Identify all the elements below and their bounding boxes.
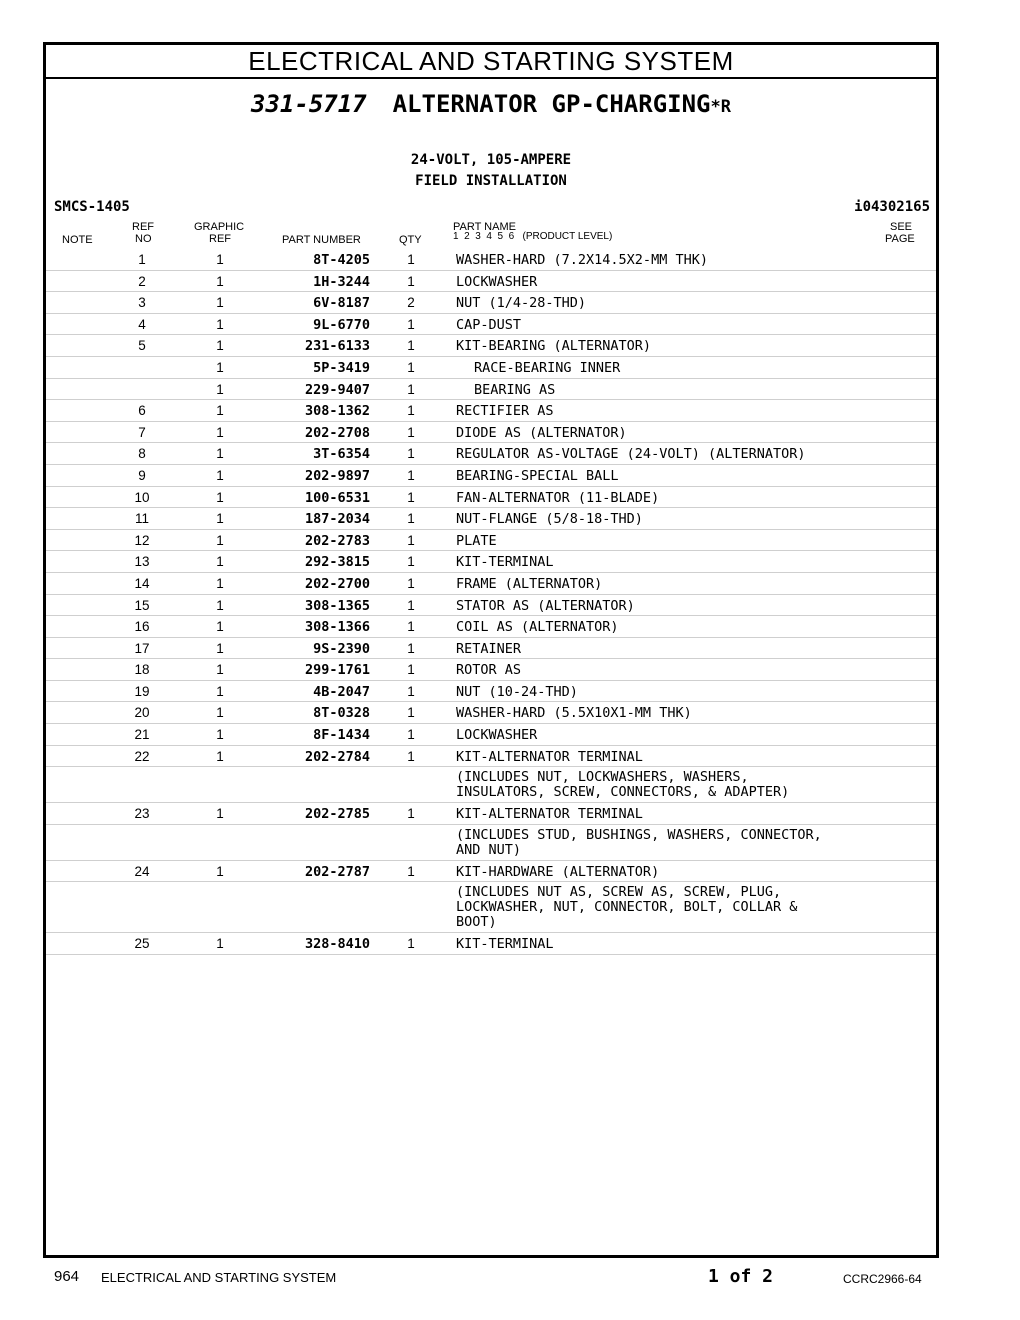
graphic-ref: 1 (216, 338, 224, 354)
part-number: 100-6531 (304, 489, 370, 506)
part-number: 202-2787 (304, 863, 370, 880)
part-name: FRAME (ALTERNATOR) (456, 575, 603, 592)
part-number: 202-2708 (304, 424, 370, 441)
part-row (46, 249, 936, 271)
graphic-ref: 1 (216, 424, 224, 440)
graphic-ref: 1 (216, 316, 224, 332)
graphic-ref: 1 (216, 683, 224, 699)
footer-page-of: 1 of 2 (708, 1266, 774, 1287)
part-number: 202-9897 (304, 467, 370, 484)
part-number: 231-6133 (304, 338, 370, 355)
graphic-ref: 1 (216, 446, 224, 462)
graphic-ref: 1 (216, 403, 224, 419)
part-row (46, 551, 936, 573)
part-number: 9S-2390 (313, 640, 370, 657)
part-name: KIT-ALTERNATOR TERMINAL (456, 806, 643, 823)
graphic-ref: 1 (216, 359, 224, 375)
footer-page-number: 964 (54, 1268, 80, 1285)
graphic-ref: 1 (216, 532, 224, 548)
graphic-ref: 1 (216, 619, 224, 635)
part-number: 8T-0328 (313, 705, 370, 722)
part-number: 229-9407 (304, 381, 370, 398)
group-subtitle-2: FIELD INSTALLATION (415, 173, 567, 189)
ref-number: 19 (134, 683, 150, 699)
part-number: 202-2700 (304, 575, 370, 592)
part-name: LOCKWASHER (456, 727, 538, 744)
part-number: 8T-4205 (313, 252, 370, 268)
col-note: NOTE (62, 234, 93, 246)
quantity: 1 (407, 316, 415, 332)
part-row (46, 335, 936, 357)
part-number: 202-2785 (304, 806, 370, 823)
ref-number: 2 (138, 273, 146, 289)
part-row (46, 803, 936, 825)
illustration-id: i04302165 (854, 199, 930, 215)
part-row (46, 573, 936, 595)
col-see-top: SEE (890, 221, 913, 233)
group-name: ALTERNATOR GP-CHARGING (392, 90, 711, 118)
graphic-ref: 1 (216, 662, 224, 678)
graphic-ref: 1 (216, 511, 224, 527)
quantity: 1 (407, 727, 415, 743)
ref-number: 7 (138, 424, 146, 440)
part-number: 308-1365 (304, 597, 370, 614)
quantity: 1 (407, 705, 415, 721)
col-graphic-top: GRAPHIC (194, 221, 245, 233)
quantity: 1 (407, 863, 415, 879)
quantity: 1 (407, 424, 415, 440)
part-note: (INCLUDES STUD, BUSHINGS, WASHERS, CONNECTOR, AND NUT) (456, 826, 822, 858)
col-ref-bottom: NO (135, 233, 152, 245)
ref-number: 12 (134, 532, 150, 548)
part-number: 3T-6354 (313, 446, 370, 463)
column-headers (46, 219, 936, 249)
quantity: 1 (407, 806, 415, 822)
col-graphic-bottom: REF (209, 233, 231, 245)
part-name: DIODE AS (ALTERNATOR) (456, 424, 627, 441)
part-name: ROTOR AS (456, 662, 522, 679)
ref-number: 10 (134, 489, 150, 505)
graphic-ref: 1 (216, 554, 224, 570)
part-name: KIT-TERMINAL (456, 936, 554, 953)
part-row (46, 616, 936, 638)
part-name: KIT-BEARING (ALTERNATOR) (456, 338, 652, 355)
page-footer (0, 1262, 1020, 1292)
ref-number: 6 (138, 403, 146, 419)
section-title: ELECTRICAL AND STARTING SYSTEM (46, 45, 936, 79)
quantity: 1 (407, 489, 415, 505)
graphic-ref: 1 (216, 806, 224, 822)
part-number: 292-3815 (304, 554, 370, 571)
quantity: 1 (407, 662, 415, 678)
ref-number: 13 (134, 554, 150, 570)
graphic-ref: 1 (216, 640, 224, 656)
footer-code: CCRC2966-64 (843, 1272, 922, 1286)
part-note-row (46, 882, 936, 933)
ref-number: 25 (134, 936, 150, 952)
part-name: NUT (1/4-28-THD) (456, 295, 587, 312)
smcs-code: SMCS-1405 (54, 199, 130, 215)
part-note: (INCLUDES NUT AS, SCREW AS, SCREW, PLUG, LOCKWASHER, NUT, CONNECTOR, BOLT, COLLAR & BOOT) (456, 884, 798, 931)
part-note: (INCLUDES NUT, LOCKWASHERS, WASHERS, INSULATORS, SCREW, CONNECTORS, & ADAPTER) (456, 769, 790, 801)
quantity: 1 (407, 338, 415, 354)
part-number: 328-8410 (304, 936, 370, 953)
ref-number: 18 (134, 662, 150, 678)
col-part-name: PART NAME (453, 221, 516, 233)
graphic-ref: 1 (216, 863, 224, 879)
col-ref-top: REF (132, 221, 154, 233)
part-name: KIT-ALTERNATOR TERMINAL (456, 748, 643, 765)
part-name: LOCKWASHER (456, 273, 538, 290)
ref-number: 14 (134, 575, 150, 591)
part-number: 202-2784 (304, 748, 370, 765)
part-number: 308-1366 (304, 619, 370, 636)
graphic-ref: 1 (216, 273, 224, 289)
ref-number: 21 (134, 727, 150, 743)
col-part-number: PART NUMBER (282, 234, 361, 246)
group-marker: *R (710, 97, 731, 117)
quantity: 1 (407, 359, 415, 375)
graphic-ref: 1 (216, 705, 224, 721)
part-name: KIT-TERMINAL (456, 554, 554, 571)
col-product-level: 1 2 3 4 5 6 (PRODUCT LEVEL) (453, 231, 613, 242)
ref-number: 9 (138, 467, 146, 483)
quantity: 1 (407, 467, 415, 483)
quantity: 1 (407, 511, 415, 527)
ref-number: 22 (134, 748, 150, 764)
parts-table (46, 249, 936, 955)
part-row (46, 400, 936, 422)
graphic-ref: 1 (216, 748, 224, 764)
part-name: STATOR AS (ALTERNATOR) (456, 597, 635, 614)
part-number: 202-2783 (304, 532, 370, 549)
footer-section: ELECTRICAL AND STARTING SYSTEM (101, 1270, 337, 1285)
part-row (46, 443, 936, 465)
part-row (46, 724, 936, 746)
part-name: RECTIFIER AS (456, 403, 554, 420)
part-name: REGULATOR AS-VOLTAGE (24-VOLT) (ALTERNATOR) (456, 446, 806, 463)
ref-number: 11 (134, 511, 149, 527)
part-row (46, 271, 936, 293)
part-number: 5P-3419 (313, 359, 370, 376)
ref-number: 3 (138, 295, 146, 311)
part-name: BEARING AS (474, 381, 556, 398)
group-number: 331-5717 (251, 90, 367, 118)
quantity: 1 (407, 252, 415, 267)
ref-number: 16 (134, 619, 150, 635)
quantity: 1 (407, 619, 415, 635)
part-row (46, 465, 936, 487)
part-number: 308-1362 (304, 403, 370, 420)
part-row (46, 933, 936, 955)
graphic-ref: 1 (216, 381, 224, 397)
part-number: 9L-6770 (313, 316, 370, 333)
quantity: 1 (407, 748, 415, 764)
ref-number: 5 (138, 338, 146, 354)
part-name: KIT-HARDWARE (ALTERNATOR) (456, 863, 660, 880)
part-note-row (46, 767, 936, 803)
part-row (46, 357, 936, 379)
part-row (46, 702, 936, 724)
part-name: RETAINER (456, 640, 522, 657)
ref-number: 24 (134, 863, 150, 879)
part-row (46, 638, 936, 660)
part-row (46, 530, 936, 552)
quantity: 1 (407, 683, 415, 699)
group-title (46, 89, 936, 122)
graphic-ref: 1 (216, 575, 224, 591)
group-subtitle-1: 24-VOLT, 105-AMPERE (410, 152, 572, 168)
part-row (46, 508, 936, 530)
catalog-page (43, 42, 939, 1258)
quantity: 1 (407, 446, 415, 462)
quantity: 1 (407, 403, 415, 419)
part-row (46, 861, 936, 883)
quantity: 1 (407, 381, 415, 397)
part-name: WASHER-HARD (5.5X10X1-MM THK) (456, 705, 692, 722)
part-name: BEARING-SPECIAL BALL (456, 467, 619, 484)
part-number: 8F-1434 (313, 727, 370, 744)
graphic-ref: 1 (216, 597, 224, 613)
part-name: PLATE (456, 532, 497, 549)
part-name: COIL AS (ALTERNATOR) (456, 619, 619, 636)
graphic-ref: 1 (216, 252, 224, 267)
part-row (46, 292, 936, 314)
graphic-ref: 1 (216, 936, 224, 952)
part-note-row (46, 825, 936, 861)
part-name: WASHER-HARD (7.2X14.5X2-MM THK) (456, 252, 708, 268)
part-number: 299-1761 (304, 662, 370, 679)
part-row (46, 746, 936, 768)
col-qty: QTY (399, 234, 422, 246)
quantity: 1 (407, 273, 415, 289)
ref-number: 15 (134, 597, 150, 613)
quantity: 1 (407, 640, 415, 656)
ref-number: 17 (134, 640, 150, 656)
part-name: NUT-FLANGE (5/8-18-THD) (456, 511, 643, 528)
part-row (46, 659, 936, 681)
part-name: CAP-DUST (456, 316, 522, 333)
graphic-ref: 1 (216, 467, 224, 483)
quantity: 1 (407, 532, 415, 548)
part-number: 1H-3244 (313, 273, 370, 290)
part-row (46, 379, 936, 401)
part-row (46, 681, 936, 703)
ref-number: 8 (138, 446, 146, 462)
quantity: 1 (407, 936, 415, 952)
part-name: RACE-BEARING INNER (474, 359, 621, 376)
quantity: 1 (407, 554, 415, 570)
graphic-ref: 1 (216, 727, 224, 743)
graphic-ref: 1 (216, 295, 224, 311)
part-number: 187-2034 (304, 511, 370, 528)
part-row (46, 595, 936, 617)
part-row (46, 487, 936, 509)
part-name: FAN-ALTERNATOR (11-BLADE) (456, 489, 660, 506)
ref-number: 1 (138, 252, 146, 267)
ref-number: 4 (138, 316, 146, 332)
part-name: NUT (10-24-THD) (456, 683, 578, 700)
quantity: 1 (407, 575, 415, 591)
col-see-bottom: PAGE (885, 233, 915, 245)
ref-number: 20 (134, 705, 150, 721)
quantity: 2 (407, 295, 415, 311)
part-number: 4B-2047 (313, 683, 370, 700)
graphic-ref: 1 (216, 489, 224, 505)
part-row (46, 314, 936, 336)
part-number: 6V-8187 (313, 295, 370, 312)
quantity: 1 (407, 597, 415, 613)
group-header (46, 79, 936, 219)
part-row (46, 422, 936, 444)
ref-number: 23 (134, 806, 150, 822)
